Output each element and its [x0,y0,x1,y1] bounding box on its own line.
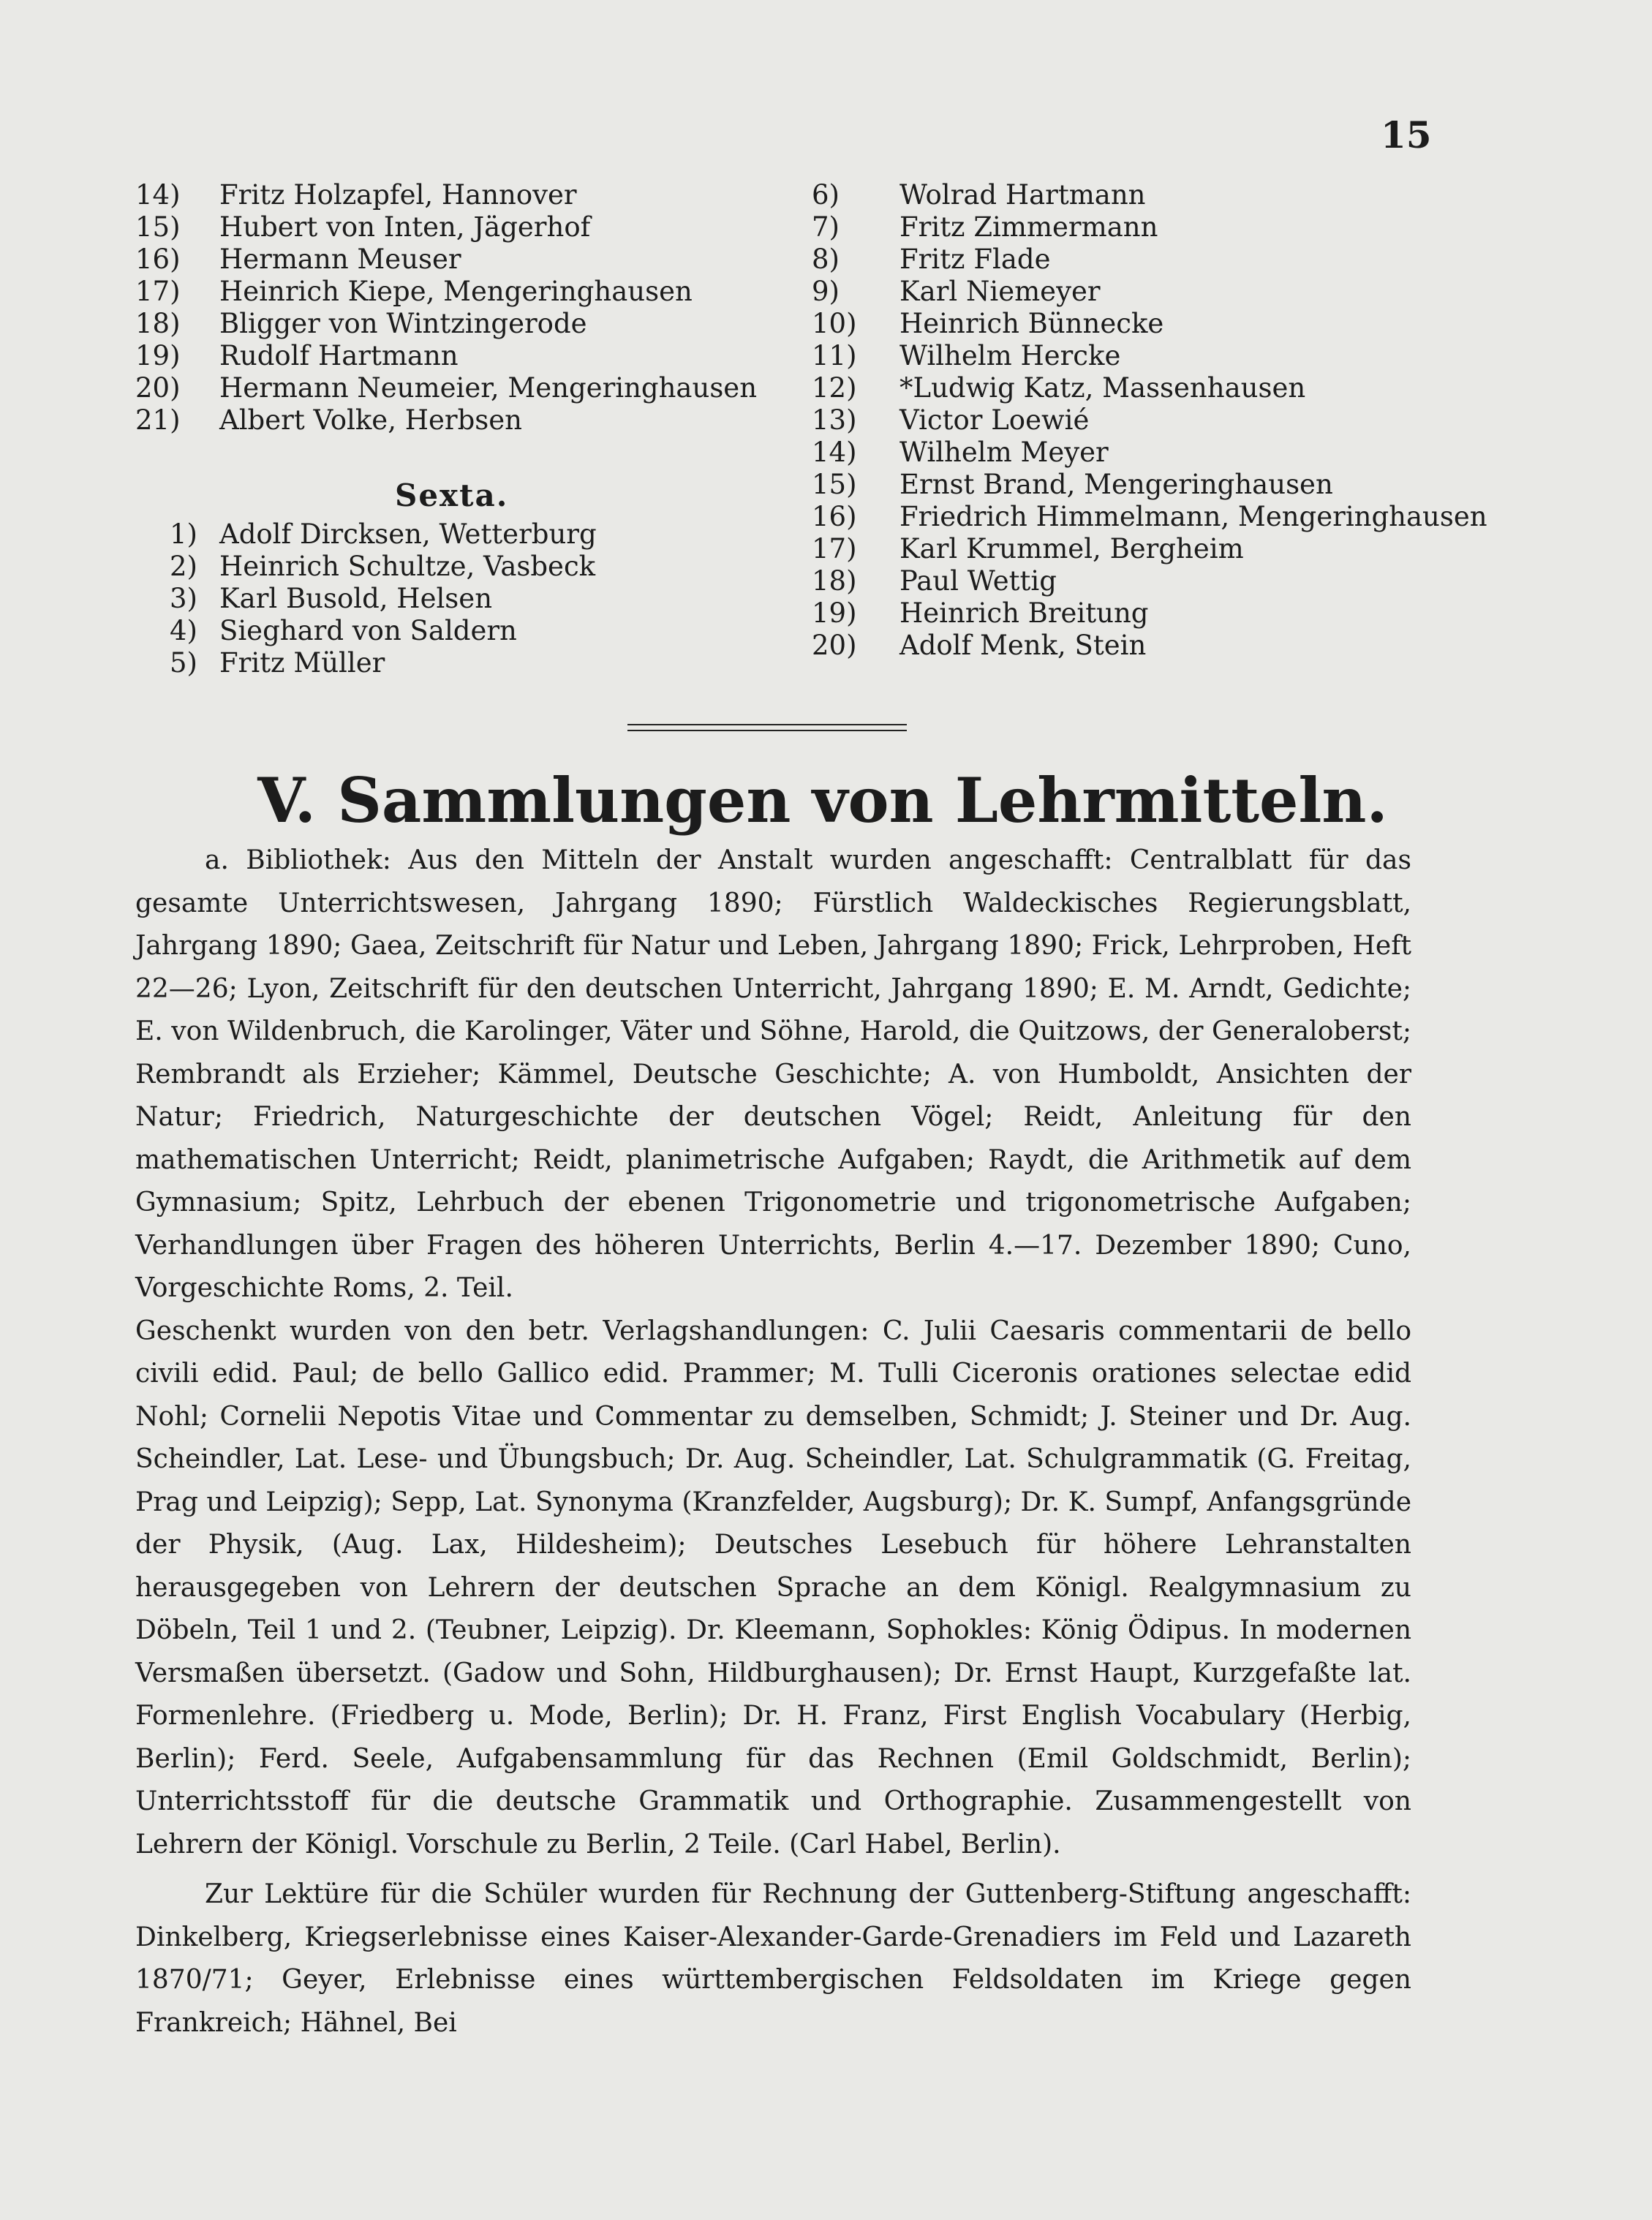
entry-name: Karl Niemeyer [899,276,1101,307]
class-heading-sexta: Sexta. [395,477,509,513]
entry-number: 10) [812,308,857,339]
page-number: 15 [1381,113,1432,156]
list-item [812,565,1543,597]
entry-name: Fritz Holzapfel, Hannover [219,179,577,211]
paragraph-bibliothek: a. Bibliothek: Aus den Mitteln der Anstalt wurden angeschafft: Centralblatt für das gesamte Unterrichtswesen, Jahrgang 1890; Fürstlich Waldeckisches Regierungsblatt, Jahrgang 1890; Gaea, Zeitschrift für Natur und Leben, Jahrgang 1890; Frick, Lehrproben, Heft 22—26; Lyon, Zeitschrift für den deutschen Unterricht, Jahrgang 1890; E. M. Arndt, Gedichte; E. von Wildenbruch, die Karolinger, Väter und Söhne, Harold, die Quitzows, der Generaloberst; Rembrandt als Erzieher; Kämmel, Deutsche Geschichte; A. von Humboldt, Ansichten der Natur; Friedrich, Naturgeschichte der deutschen Vögel; Reidt, Anleitung für den mathematischen Unterricht; Reidt, planimetrische Aufgaben; Raydt, die Arithmetik auf dem Gymnasium; Spitz, Lehrbuch der ebenen Trigonometrie und trigonometrische Aufgaben; Verhandlungen über Fragen des höheren Unterrichts, Berlin 4.—17. Dezember 1890; Cuno, Vorgeschichte Roms, 2. Teil. [135,845,1411,1303]
list-item [135,179,808,211]
list-item [135,276,808,308]
entry-number: 5) [170,647,197,679]
entry-number: 14) [812,437,857,468]
entry-name: *Ludwig Katz, Massenhausen [899,372,1306,404]
entry-number: 6) [812,179,840,211]
entry-name: Wilhelm Meyer [899,437,1109,468]
entry-number: 20) [812,630,857,661]
list-item [812,404,1543,437]
entry-number: 2) [170,551,197,582]
entry-number: 18) [812,565,857,597]
entry-name: Hubert von Inten, Jägerhof [219,211,591,243]
list-item [812,501,1543,533]
list-item [812,276,1543,308]
list-item [135,583,808,615]
list-item [812,437,1543,469]
list-item [135,340,808,372]
entry-number: 7) [812,211,840,243]
student-list-left [135,179,808,679]
entry-number: 19) [812,597,857,629]
entry-name: Fritz Flade [899,243,1051,275]
list-item [812,597,1543,630]
entry-name: Fritz Zimmermann [899,211,1158,243]
entry-number: 4) [170,615,197,646]
entry-number: 18) [135,308,181,339]
list-item [135,647,808,679]
entry-number: 19) [135,340,181,371]
entry-number: 16) [812,501,857,532]
entry-name: Karl Busold, Helsen [219,583,493,614]
entry-number: 20) [135,372,181,404]
entry-name: Ernst Brand, Mengeringhausen [899,469,1333,500]
entry-name: Fritz Müller [219,647,385,679]
entry-number: 12) [812,372,857,404]
entry-name: Bligger von Wintzingerode [219,308,587,339]
entry-name: Heinrich Breitung [899,597,1149,629]
paragraph-geschenkt: Geschenkt wurden von den betr. Verlagshandlungen: C. Julii Caesaris commentarii de bello civili edid. Paul; de bello Gallico edid. Prammer; M. Tulli Ciceronis orationes selectae edid Nohl; Cornelii Nepotis Vitae und Commentar zu demselben, Schmidt; J. Steiner und Dr. Aug. Scheindler, Lat. Lese- und Übungsbuch; Dr. Aug. Scheindler, Lat. Schulgrammatik (G. Freitag, Prag und Leipzig); Sepp, Lat. Synonyma (Kranzfelder, Augsburg); Dr. K. Sumpf, Anfangsgründe der Physik, (Aug. Lax, Hildesheim); Deutsches Lesebuch für höhere Lehranstalten herausgegeben von Lehrern der deutschen Sprache an dem Königl. Realgymnasium zu Döbeln, Teil 1 und 2. (Teubner, Leipzig). Dr. Kleemann, Sophokles: König Ödipus. In modernen Versmaßen übersetzt. (Gadow und Sohn, Hildburghausen); Dr. Ernst Haupt, Kurzgefaßte lat. Formenlehre. (Friedberg u. Mode, Berlin); Dr. H. Franz, First English Vocabulary (Herbig, Berlin); Ferd. Seele, Aufgabensammlung für das Rechnen (Emil Goldschmidt, Berlin); Unterrichtsstoff für die deutsche Grammatik und Orthographie. Zusammengestellt von Lehrern der Königl. Vorschule zu Berlin, 2 Teile. (Carl Habel, Berlin). [135,1315,1411,1860]
list-item [135,551,808,583]
list-item [135,518,808,551]
paragraph-lektuere: Zur Lektüre für die Schüler wurden für Rechnung der Guttenberg-Stiftung angeschafft: Dinkelberg, Kriegserlebnisse eines Kaiser-Alexander-Garde-Grenadiers im Feld und Lazareth 1870/71; Geyer, Erlebnisse eines württembergischen Feldsoldaten im Kriege gegen Frankreich; Hähnel, Bei [135,1879,1411,2038]
entry-number: 9) [812,276,840,307]
spacer [135,437,808,473]
entry-name: Victor Loewié [899,404,1090,436]
list-item [812,630,1543,662]
entry-number: 15) [812,469,857,500]
entry-number: 1) [170,518,197,550]
entry-name: Heinrich Kiepe, Mengeringhausen [219,276,693,307]
student-list-right [812,179,1543,662]
entry-number: 8) [812,243,840,275]
entry-number: 21) [135,404,181,436]
list-item [135,211,808,243]
entry-name: Heinrich Bünnecke [899,308,1164,339]
list-item [812,308,1543,340]
list-item [135,372,808,404]
entry-number: 17) [135,276,181,307]
list-item [135,615,808,647]
body-text [135,839,1411,2045]
entry-name: Karl Krummel, Bergheim [899,533,1244,565]
entry-name: Hermann Neumeier, Mengeringhausen [219,372,758,404]
list-item [812,372,1543,404]
entry-number: 14) [135,179,181,211]
section-divider [627,724,907,731]
list-item [812,243,1543,276]
entry-number: 16) [135,243,181,275]
entry-name: Hermann Meuser [219,243,461,275]
section-title: V. Sammlungen von Lehrmitteln. [257,764,1388,837]
entry-name: Friedrich Himmelmann, Mengeringhausen [899,501,1487,532]
entry-name: Wilhelm Hercke [899,340,1121,371]
entry-number: 17) [812,533,857,565]
entry-name: Heinrich Schultze, Vasbeck [219,551,596,582]
entry-name: Sieghard von Saldern [219,615,517,646]
entry-number: 3) [170,583,197,614]
list-item [812,211,1543,243]
entry-name: Adolf Menk, Stein [899,630,1147,661]
entry-number: 11) [812,340,857,371]
list-item [135,308,808,340]
list-item [135,404,808,437]
entry-number: 13) [812,404,857,436]
list-item [812,340,1543,372]
entry-name: Wolrad Hartmann [899,179,1146,211]
entry-name: Paul Wettig [899,565,1057,597]
list-item [812,533,1543,565]
list-item [812,179,1543,211]
entry-name: Albert Volke, Herbsen [219,404,522,436]
list-item [812,469,1543,501]
entry-name: Adolf Dircksen, Wetterburg [219,518,597,550]
entry-number: 15) [135,211,181,243]
entry-name: Rudolf Hartmann [219,340,459,371]
list-item [135,243,808,276]
